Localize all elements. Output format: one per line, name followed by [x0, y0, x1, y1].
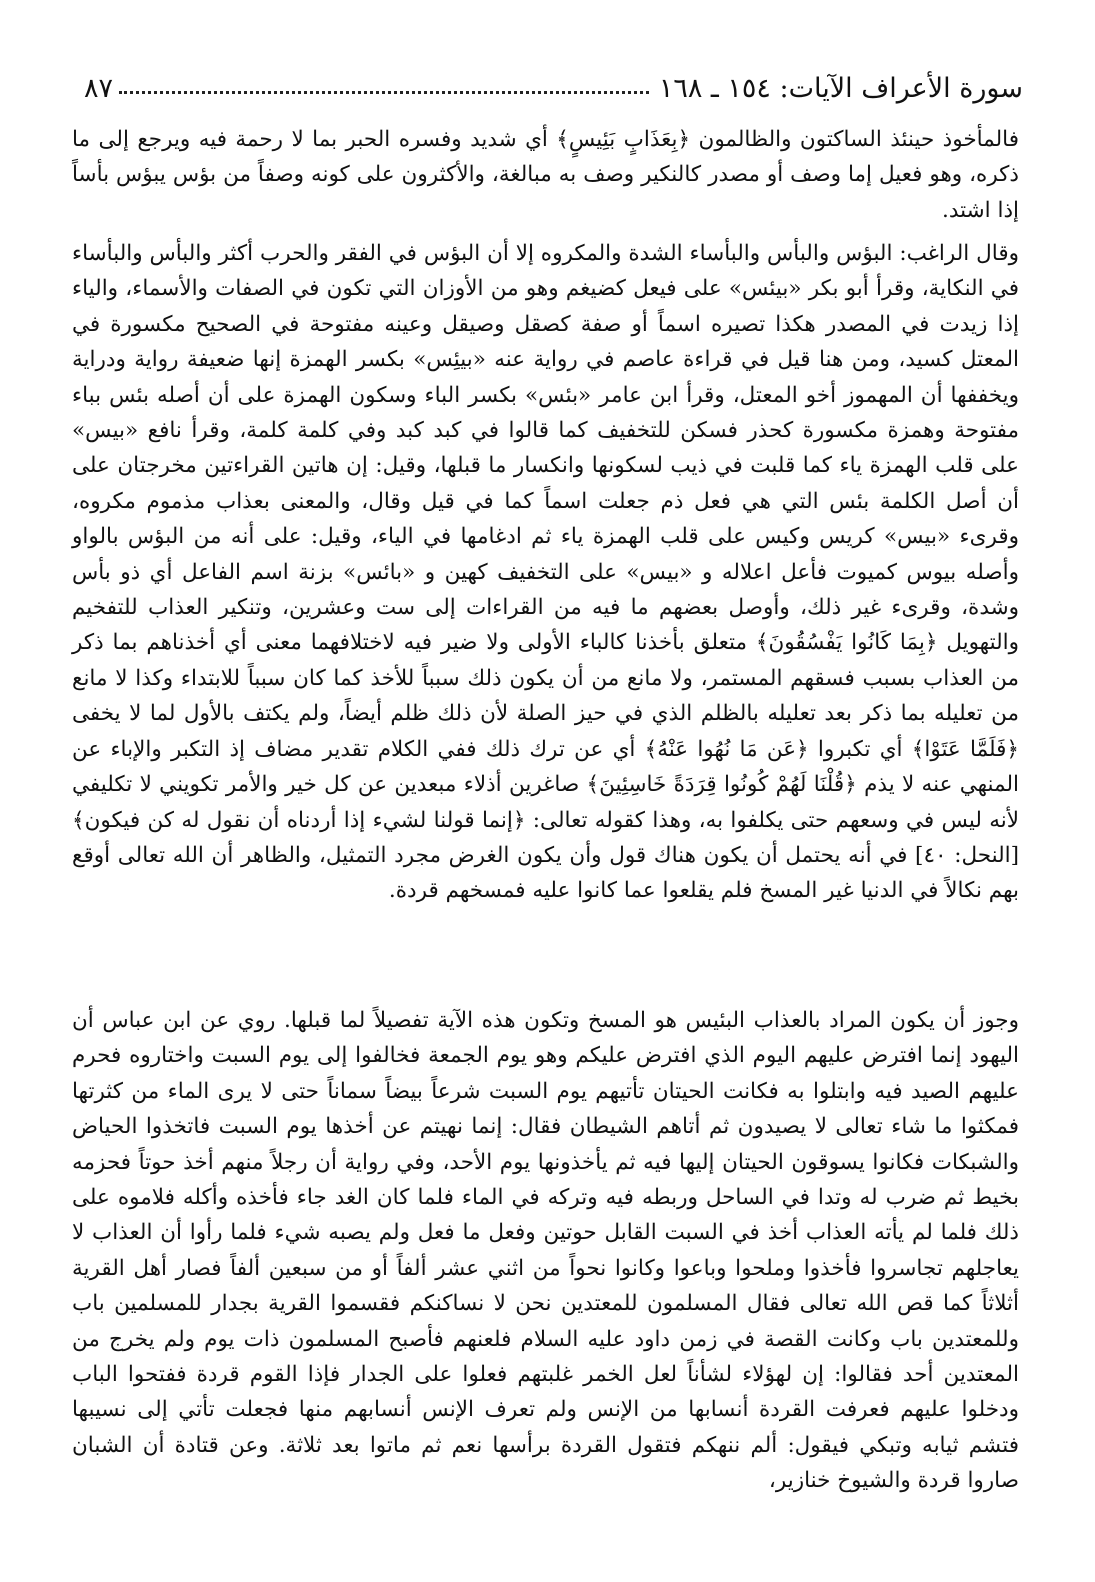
paragraph-3: وجوز أن يكون المراد بالعذاب البئيس هو المسخ وتكون هذه الآية تفصيلاً لما قبلها. روي عن ابن عباس أن اليهود إنما افترض عليهم اليوم الذي افترض عليكم وهو يوم الجمعة فخالفوا إلى يوم السبت واختاروه فحرم عليهم الصيد فيه وابتلوا به فكانت الحيتان تأتيهم يوم السبت شرعاً بيضاً سماناً حتى لا يرى الماء من كثرتها فمكثوا ما شاء تعالى لا يصيدون ثم أتاهم الشيطان فقال: إنما نهيتم عن أخذها يوم السبت فاتخذوا الحياض والشبكات فكانوا يسوقون الحيتان إليها فيه ثم يأخذونها يوم الأحد، وفي رواية أن رجلاً منهم أخذ حوتاً فحزمه بخيط ثم ضرب له وتدا في الساحل وربطه فيه وتركه في الماء فلما كان الغد جاء فأخذه وأكله فلاموه على ذلك فلما لم يأته العذاب أخذ في السبت القابل حوتين وفعل ما فعل ولم يصبه شيء فلما رأوا أن العذاب لا يعاجلهم تجاسروا فأخذوا وملحوا وباعوا وكانوا نحواً من اثني عشر ألفاً أو من سبعين ألفاً فصار أهل القرية أثلاثاً كما قص الله تعالى فقال المسلمون للمعتدين نحن لا نساكنكم فقسموا القرية بجدار للمسلمين باب وللمعتدين باب وكانت القصة في زمن داود عليه السلام فلعنهم فأصبح المسلمون ذات يوم ولم يخرج من المعتدين أحد فقالوا: إن لهؤلاء لشأناً لعل الخمر غلبتهم فعلوا على الجدار فإذا القوم قردة ففتحوا الباب ودخلوا عليهم فعرفت القردة أنسابها من الإنس ولم تعرف الإنس أنسابهم منها فجعلت تأتي إلى نسيبها فتشم ثيابه وتبكي فيقول: ألم ننهكم فتقول القردة برأسها نعم ثم ماتوا بعد ثلاثة. وعن قتادة أن الشبان صاروا قردة والشيوخ خنازير،	[72, 1008, 1019, 1494]
header-title: سورة الأعراف الآيات: ١٥٤ ـ ١٦٨	[658, 73, 1023, 104]
paragraph-1: فالمأخوذ حينئذ الساكتون والظالمون ﴿بِعَذَابٍ بَئِيسٍ﴾ أي شديد وفسره الحبر بما لا رحمة فيه ويرجع إلى ما ذكره، وهو فعيل إما وصف أو مصدر كالنكير وصف به مبالغة، والأكثرون على كونه وصفاً من بؤس يبؤس بأساً إذا اشتد.	[72, 127, 1019, 223]
running-header	[84, 60, 1023, 106]
page-number: ٨٧	[84, 73, 114, 104]
header-dotted-rule	[119, 91, 649, 94]
paragraph-2: وقال الراغب: البؤس والبأس والبأساء الشدة والمكروه إلا أن البؤس في الفقر والحرب أكثر والبأس والبأساء في النكاية، وقرأ أبو بكر «بيئس» على فيعل كضيغم وهو من الأوزان التي تكون في الصفات والأسماء، والياء إذا زيدت في المصدر هكذا تصيره اسماً أو صفة كصقل وصيقل وعينه مفتوحة في الصحيح مكسورة في المعتل كسيد، ومن هنا قيل في قراءة عاصم في رواية عنه «بيئِس» بكسر الهمزة إنها ضعيفة رواية ودراية ويخففها أن المهموز أخو المعتل، وقرأ ابن عامر «بئس» بكسر الباء وسكون الهمزة على أن أصله بئس بباء مفتوحة وهمزة مكسورة كحذر فسكن للتخفيف كما قالوا في كبد كبد وفي كلمة كلمة، وقرأ نافع «بيس» على قلب الهمزة ياء كما قلبت في ذيب لسكونها وانكسار ما قبلها، وقيل: إن هاتين القراءتين مخرجتان على أن أصل الكلمة بئس التي هي فعل ذم جعلت اسماً كما في قيل وقال، والمعنى بعذاب مذموم مكروه، وقرىء «بيس» كريس وكيس على قلب الهمزة ياء ثم ادغامها في الياء، وقيل: على أنه من البؤس بالواو وأصله بيوس كميوت فأعل اعلاله و «بيس» على التخفيف كهين و «بائس» بزنة اسم الفاعل أي ذو بأس وشدة، وقرىء غير ذلك، وأوصل بعضهم ما فيه من القراءات إلى ست وعشرين، وتنكير العذاب للتفخيم والتهويل ﴿بِمَا كَانُوا يَفْسُقُونَ﴾ متعلق بأخذنا كالباء الأولى ولا ضير فيه لاختلافهما معنى أي أخذناهم بما ذكر من العذاب بسبب فسقهم المستمر، ولا مانع من أن يكون ذلك سبباً للأخذ كما كان سبباً للابتداء وكذا لا مانع من تعليله بما ذكر بعد تعليله بالظلم الذي في حيز الصلة لأن ذلك ظلم أيضاً، ولم يكتف بالأول لما لا يخفى ﴿فَلَمَّا عَتَوْا﴾ أي تكبروا ﴿عَن مَا نُهُوا عَنْهُ﴾ أي عن ترك ذلك ففي الكلام تقدير مضاف إذ التكبر والإباء عن المنهي عنه لا يذم ﴿قُلْنَا لَهُمْ كُونُوا قِرَدَةً خَاسِئِينَ﴾ صاغرين أذلاء مبعدين عن كل خير والأمر تكويني لا تكليفي لأنه ليس في وسعهم حتى يكلفوا به، وهذا كقوله تعالى: ﴿إنما قولنا لشيء إذا أردناه أن نقول له كن فيكون﴾ [النحل: ٤٠] في أنه يحتمل أن يكون هناك قول وأن يكون الغرض مجرد التمثيل، والظاهر أن الله تعالى أوقع بهم نكالاً في الدنيا غير المسخ فلم يقلعوا عما كانوا عليه فمسخهم قردة.	[72, 241, 1020, 904]
